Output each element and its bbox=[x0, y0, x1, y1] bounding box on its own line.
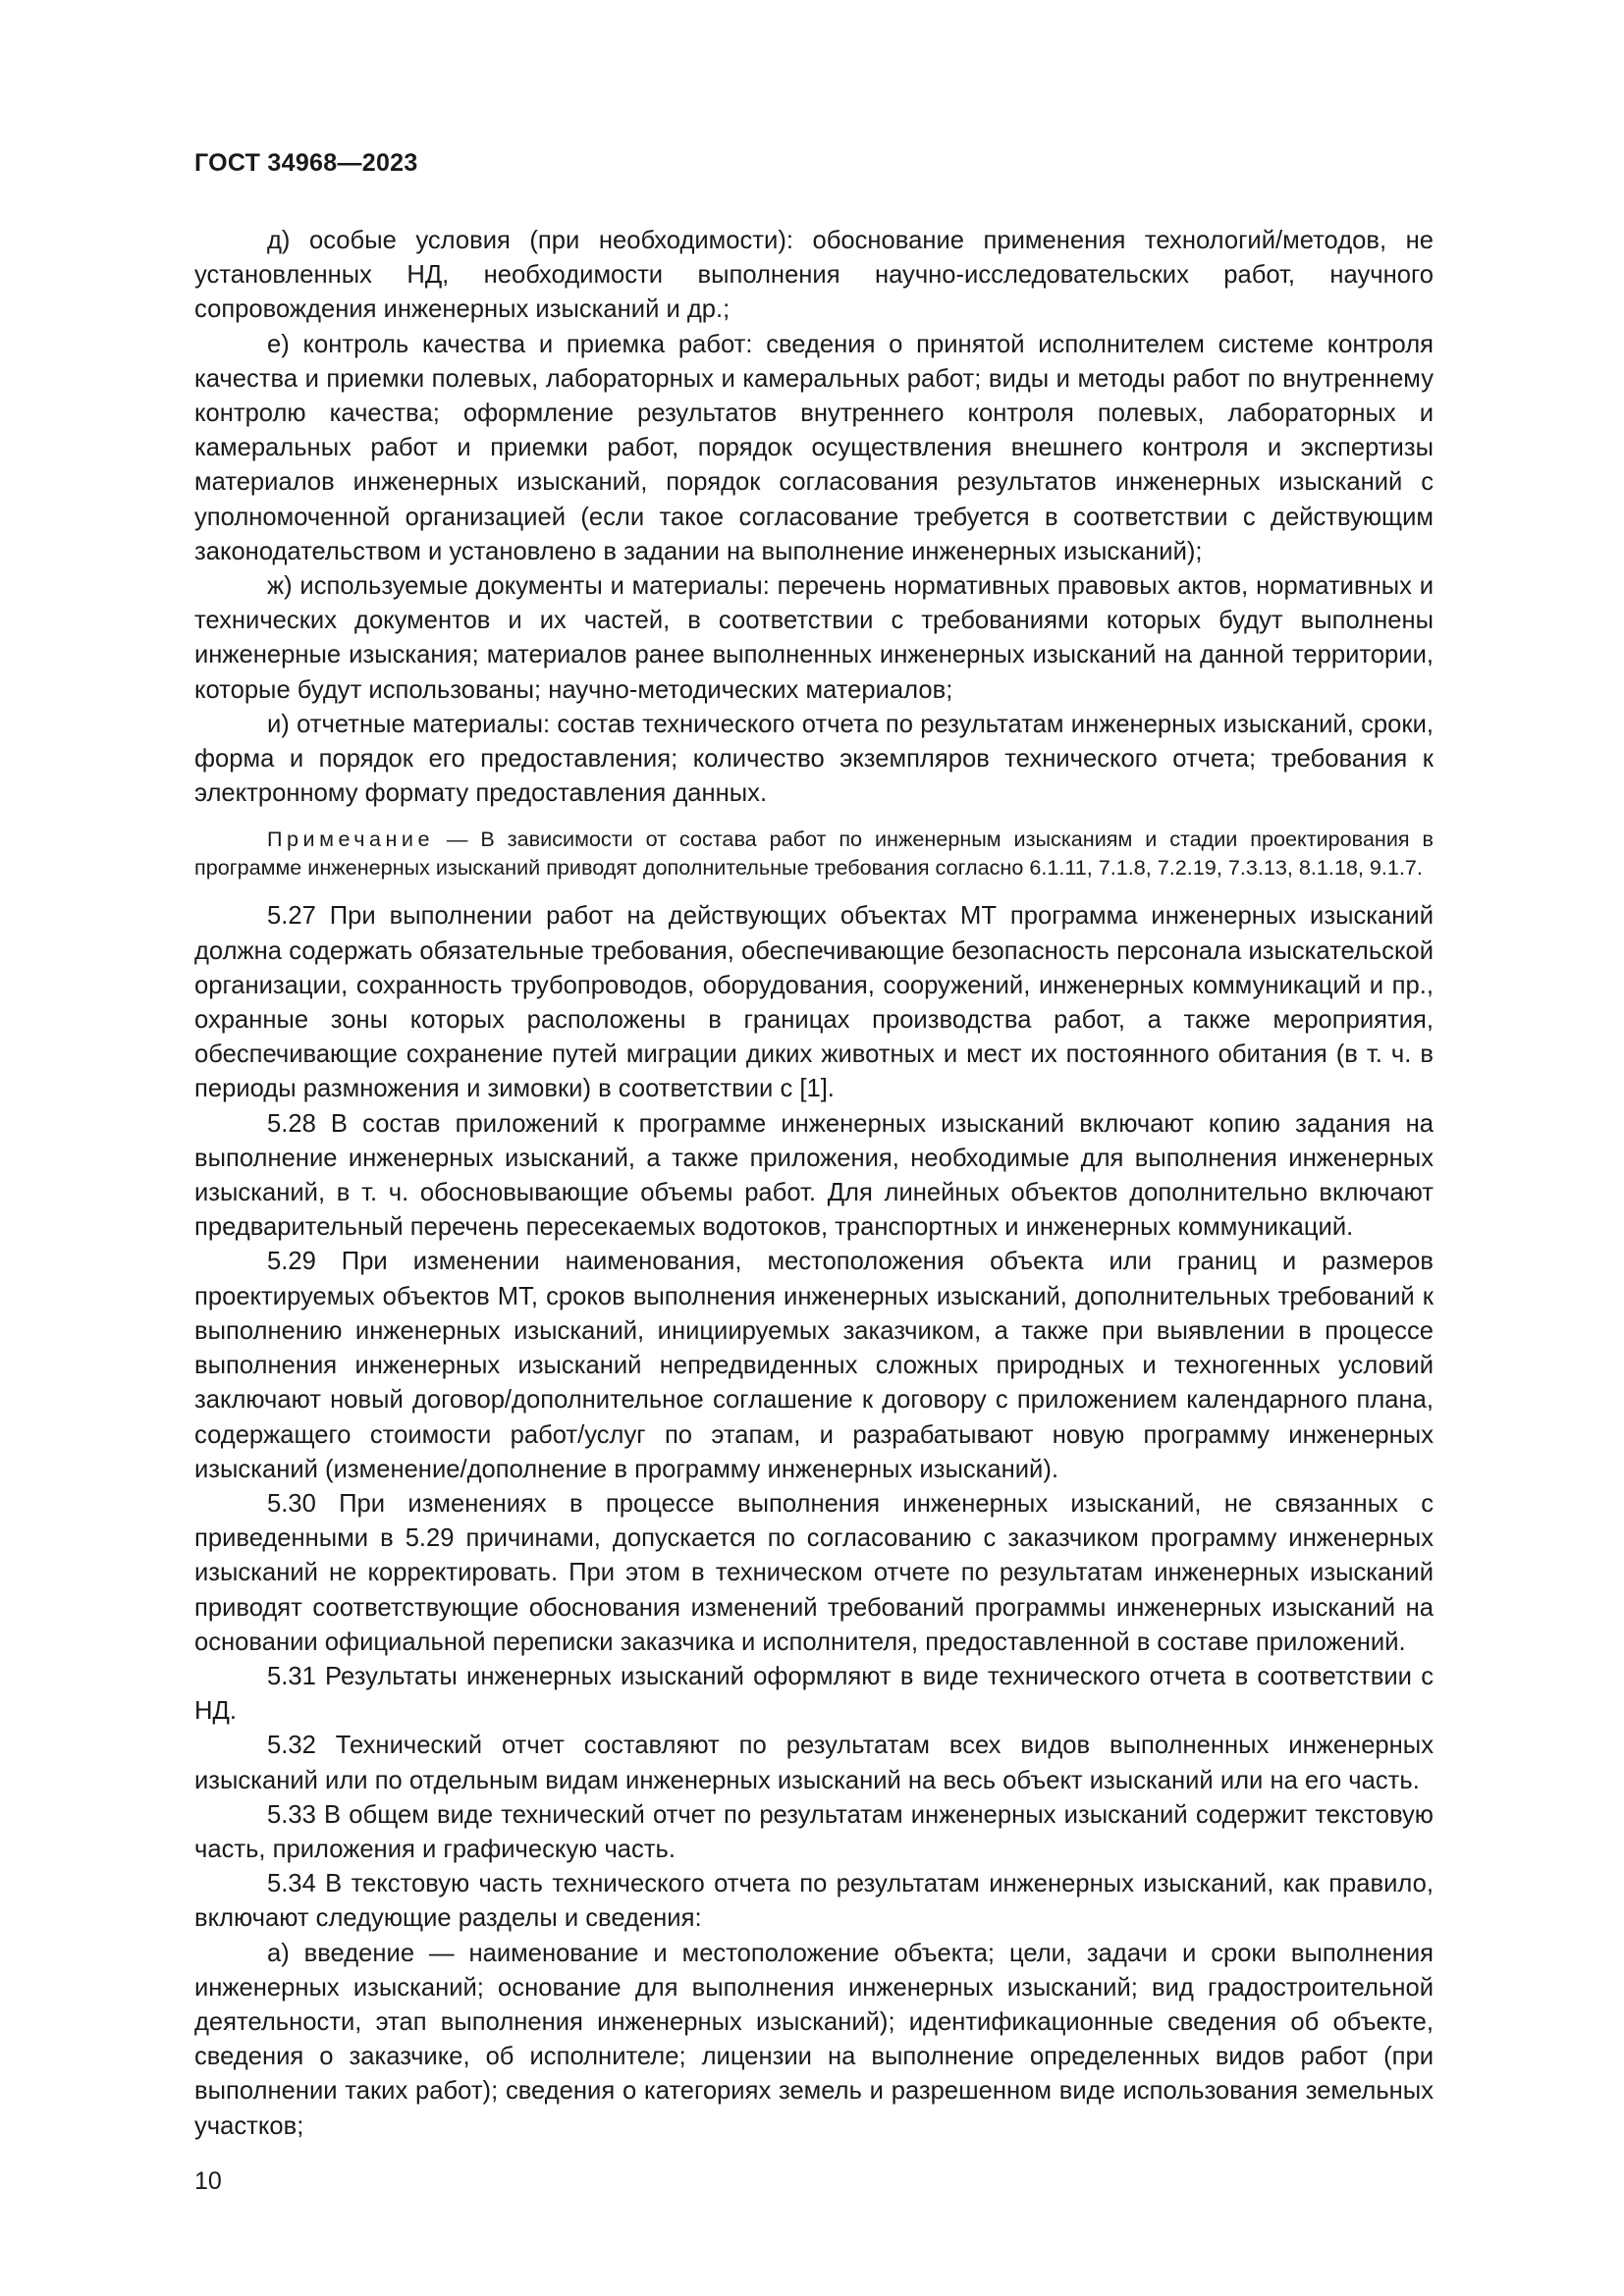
document-body bbox=[194, 224, 1434, 2144]
page-number: 10 bbox=[194, 2167, 222, 2195]
paragraph-item-zh: ж) используемые документы и материалы: перечень нормативных правовых актов, нормативных и технических документов и их частей, в соответствии с требованиями которых будут выполнены инженерные изыскания; материалов ранее выполненных инженерных изысканий на данной территории, которые будут использованы; научно-методических материалов; bbox=[194, 572, 1434, 704]
note-label: Примечание bbox=[267, 827, 434, 852]
paragraph-5-34: 5.34 В текстовую часть технического отчета по результатам инженерных изысканий, как правило, включают следующие разделы и сведения: bbox=[194, 1870, 1434, 1933]
paragraph-5-29: 5.29 При изменении наименования, местоположения объекта или границ и размеров проектируемых объектов МТ, сроков выполнения инженерных изысканий, дополнительных требований к выполнению инженерных изысканий, инициируемых заказчиком, а также при выявлении в процессе выполнения инженерных изысканий непредвиденных сложных природных и техногенных условий заключают новый договор/дополнительное соглашение к договору с приложением календарного плана, содержащего стоимости работ/услуг по этапам, и разрабатывают новую программу инженерных изысканий (изменение/дополнение в программу инженерных изысканий). bbox=[194, 1248, 1434, 1483]
note-text: — В зависимости от состава работ по инженерным изысканиям и стадии проектирования в программе инженерных изысканий приводят дополнительные требования согласно 6.1.11, 7.1.8, 7.2.19, 7.3.13, 8.1.18, 9.1.7. bbox=[194, 827, 1434, 881]
paragraph-5-33: 5.33 В общем виде технический отчет по результатам инженерных изысканий содержит текстовую часть, приложения и графическую часть. bbox=[194, 1800, 1434, 1863]
paragraph-5-30: 5.30 При изменениях в процессе выполнения инженерных изысканий, не связанных с приведенными в 5.29 причинами, допускается по согласованию с заказчиком программу инженерных изысканий не корректировать. При этом в техническом отчете по результатам инженерных изысканий приводят соответствующие обоснования изменений требований программы инженерных изысканий на основании официальной переписки заказчика и исполнителя, предоставленной в составе приложений. bbox=[194, 1489, 1434, 1656]
paragraph-5-28: 5.28 В состав приложений к программе инженерных изысканий включают копию задания на выполнение инженерных изысканий, а также приложения, необходимые для выполнения инженерных изысканий, в т. ч. обосновывающие объемы работ. Для линейных объектов дополнительно включают предварительный перечень пересекаемых водотоков, транспортных и инженерных коммуникаций. bbox=[194, 1109, 1434, 1242]
paragraph-item-d: д) особые условия (при необходимости): обоснование применения технологий/методов, не установленных НД, необходимости выполнения научно-исследовательских работ, научного сопровождения инженерных изысканий и др.; bbox=[194, 227, 1434, 324]
note-block bbox=[194, 825, 1434, 881]
paragraph-5-31: 5.31 Результаты инженерных изысканий оформляют в виде технического отчета в соответствии с НД. bbox=[194, 1662, 1434, 1726]
document-header: ГОСТ 34968—2023 bbox=[194, 149, 418, 177]
paragraph-5-27: 5.27 При выполнении работ на действующих объектах МТ программа инженерных изысканий должна содержать обязательные требования, обеспечивающие безопасность персонала изыскательской организации, сохранность трубопроводов, оборудования, сооружений, инженерных коммуникаций и пр., охранные зоны которых расположены в границах производства работ, а также мероприятия, обеспечивающие сохранение путей миграции диких животных и мест их постоянного обитания (в т. ч. в периоды размножения и зимовки) в соответствии с [1]. bbox=[194, 902, 1434, 1103]
paragraph-5-32: 5.32 Технический отчет составляют по результатам всех видов выполненных инженерных изысканий или по отдельным видам инженерных изысканий на весь объект изысканий или на его часть. bbox=[194, 1732, 1434, 1794]
paragraph-item-e: е) контроль качества и приемка работ: сведения о принятой исполнителем системе контроля качества и приемки полевых, лабораторных и камеральных работ; виды и методы работ по внутреннему контролю качества; оформление результатов внутреннего контроля полевых, лабораторных и камеральных работ и приемки работ, порядок осуществления внешнего контроля и экспертизы материалов инженерных изысканий, порядок согласования результатов инженерных изысканий с уполномоченной организацией (если такое согласование требуется в соответствии с действующим законодательством и установлено в задании на выполнение инженерных изысканий); bbox=[194, 330, 1434, 565]
paragraph-item-a: а) введение — наименование и местоположение объекта; цели, задачи и сроки выполнения инженерных изысканий; основание для выполнения инженерных изысканий; вид градостроительной деятельности, этап выполнения инженерных изысканий); идентификационные сведения об объекте, сведения о заказчике, об исполнителе; лицензии на выполнение определенных видов работ (при выполнении таких работ); сведения о категориях земель и разрешенном виде использования земельных участков; bbox=[194, 1939, 1434, 2140]
paragraph-item-i: и) отчетные материалы: состав технического отчета по результатам инженерных изысканий, сроки, форма и порядок его предоставления; количество экземпляров технического отчета; требования к электронному формату предоставления данных. bbox=[194, 710, 1434, 808]
